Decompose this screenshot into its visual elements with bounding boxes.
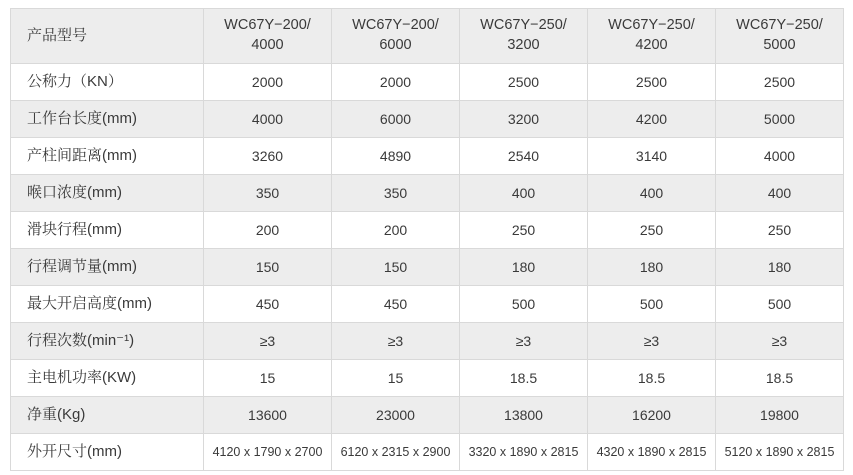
row-cell: 18.5 — [588, 360, 716, 397]
row-cell: ≥3 — [332, 323, 460, 360]
row-cell: 6000 — [332, 101, 460, 138]
table-header-row — [11, 9, 844, 64]
row-label: 滑块行程(mm) — [11, 212, 204, 249]
row-cell: 4200 — [588, 101, 716, 138]
row-cell: 19800 — [716, 397, 844, 434]
table-row — [11, 434, 844, 471]
row-cell: 4320 x 1890 x 2815 — [588, 434, 716, 471]
row-cell: 2500 — [716, 64, 844, 101]
header-label-product-model: 产品型号 — [11, 9, 204, 64]
header-model-2-line2: 6000 — [379, 37, 412, 53]
header-model-4-line2: 4200 — [635, 37, 668, 53]
table-row — [11, 212, 844, 249]
row-cell: 5000 — [716, 101, 844, 138]
row-label: 外开尺寸(mm) — [11, 434, 204, 471]
header-model-4 — [588, 9, 716, 64]
row-cell: 180 — [716, 249, 844, 286]
header-model-5 — [716, 9, 844, 64]
row-label: 工作台长度(mm) — [11, 101, 204, 138]
header-model-4-line1: WC67Y−250/ — [608, 17, 695, 34]
row-cell: 5120 x 1890 x 2815 — [716, 434, 844, 471]
row-cell: 2500 — [460, 64, 588, 101]
row-cell: 6120 x 2315 x 2900 — [332, 434, 460, 471]
row-cell: 18.5 — [716, 360, 844, 397]
row-cell: 400 — [460, 175, 588, 212]
row-cell: 18.5 — [460, 360, 588, 397]
table-row — [11, 360, 844, 397]
row-cell: 350 — [332, 175, 460, 212]
row-cell: 200 — [204, 212, 332, 249]
header-model-2-line1: WC67Y−200/ — [352, 17, 439, 34]
row-cell: 3140 — [588, 138, 716, 175]
row-cell: 400 — [716, 175, 844, 212]
row-cell: 2000 — [204, 64, 332, 101]
row-cell: 180 — [588, 249, 716, 286]
row-cell: 23000 — [332, 397, 460, 434]
row-cell: 13600 — [204, 397, 332, 434]
row-label: 最大开启高度(mm) — [11, 286, 204, 323]
row-cell: ≥3 — [460, 323, 588, 360]
table-row — [11, 175, 844, 212]
table-row — [11, 323, 844, 360]
header-model-3-line1: WC67Y−250/ — [480, 17, 567, 34]
row-cell: 150 — [204, 249, 332, 286]
row-label: 行程次数(min⁻¹) — [11, 323, 204, 360]
header-model-1 — [204, 9, 332, 64]
header-model-5-line2: 5000 — [763, 37, 796, 53]
row-label: 喉口浓度(mm) — [11, 175, 204, 212]
row-cell: 13800 — [460, 397, 588, 434]
row-cell: 4890 — [332, 138, 460, 175]
row-cell: 2540 — [460, 138, 588, 175]
row-cell: ≥3 — [204, 323, 332, 360]
row-cell: 250 — [460, 212, 588, 249]
row-cell: 250 — [588, 212, 716, 249]
row-cell: 200 — [332, 212, 460, 249]
row-cell: ≥3 — [716, 323, 844, 360]
table-row — [11, 101, 844, 138]
table-row — [11, 138, 844, 175]
row-label: 净重(Kg) — [11, 397, 204, 434]
row-cell: 3260 — [204, 138, 332, 175]
row-label: 主电机功率(KW) — [11, 360, 204, 397]
row-cell: 180 — [460, 249, 588, 286]
row-cell: 4120 x 1790 x 2700 — [204, 434, 332, 471]
row-cell: 15 — [332, 360, 460, 397]
row-cell: 3200 — [460, 101, 588, 138]
table-row — [11, 64, 844, 101]
header-model-1-line2: 4000 — [251, 37, 284, 53]
header-model-3-line2: 3200 — [507, 37, 540, 53]
header-model-2 — [332, 9, 460, 64]
row-label: 行程调节量(mm) — [11, 249, 204, 286]
header-model-1-line1: WC67Y−200/ — [224, 17, 311, 34]
row-cell: 350 — [204, 175, 332, 212]
row-cell: 500 — [716, 286, 844, 323]
table-row — [11, 249, 844, 286]
row-cell: 4000 — [716, 138, 844, 175]
row-cell: 150 — [332, 249, 460, 286]
table-row — [11, 397, 844, 434]
row-cell: 3320 x 1890 x 2815 — [460, 434, 588, 471]
row-cell: ≥3 — [588, 323, 716, 360]
row-label: 公称力（KN） — [11, 64, 204, 101]
row-cell: 15 — [204, 360, 332, 397]
row-cell: 2500 — [588, 64, 716, 101]
specification-table — [10, 8, 844, 471]
header-model-5-line1: WC67Y−250/ — [736, 17, 823, 34]
row-cell: 2000 — [332, 64, 460, 101]
row-cell: 450 — [204, 286, 332, 323]
row-label: 产柱间距离(mm) — [11, 138, 204, 175]
header-model-3 — [460, 9, 588, 64]
row-cell: 500 — [588, 286, 716, 323]
row-cell: 16200 — [588, 397, 716, 434]
row-cell: 4000 — [204, 101, 332, 138]
table-row — [11, 286, 844, 323]
row-cell: 250 — [716, 212, 844, 249]
row-cell: 400 — [588, 175, 716, 212]
row-cell: 500 — [460, 286, 588, 323]
row-cell: 450 — [332, 286, 460, 323]
